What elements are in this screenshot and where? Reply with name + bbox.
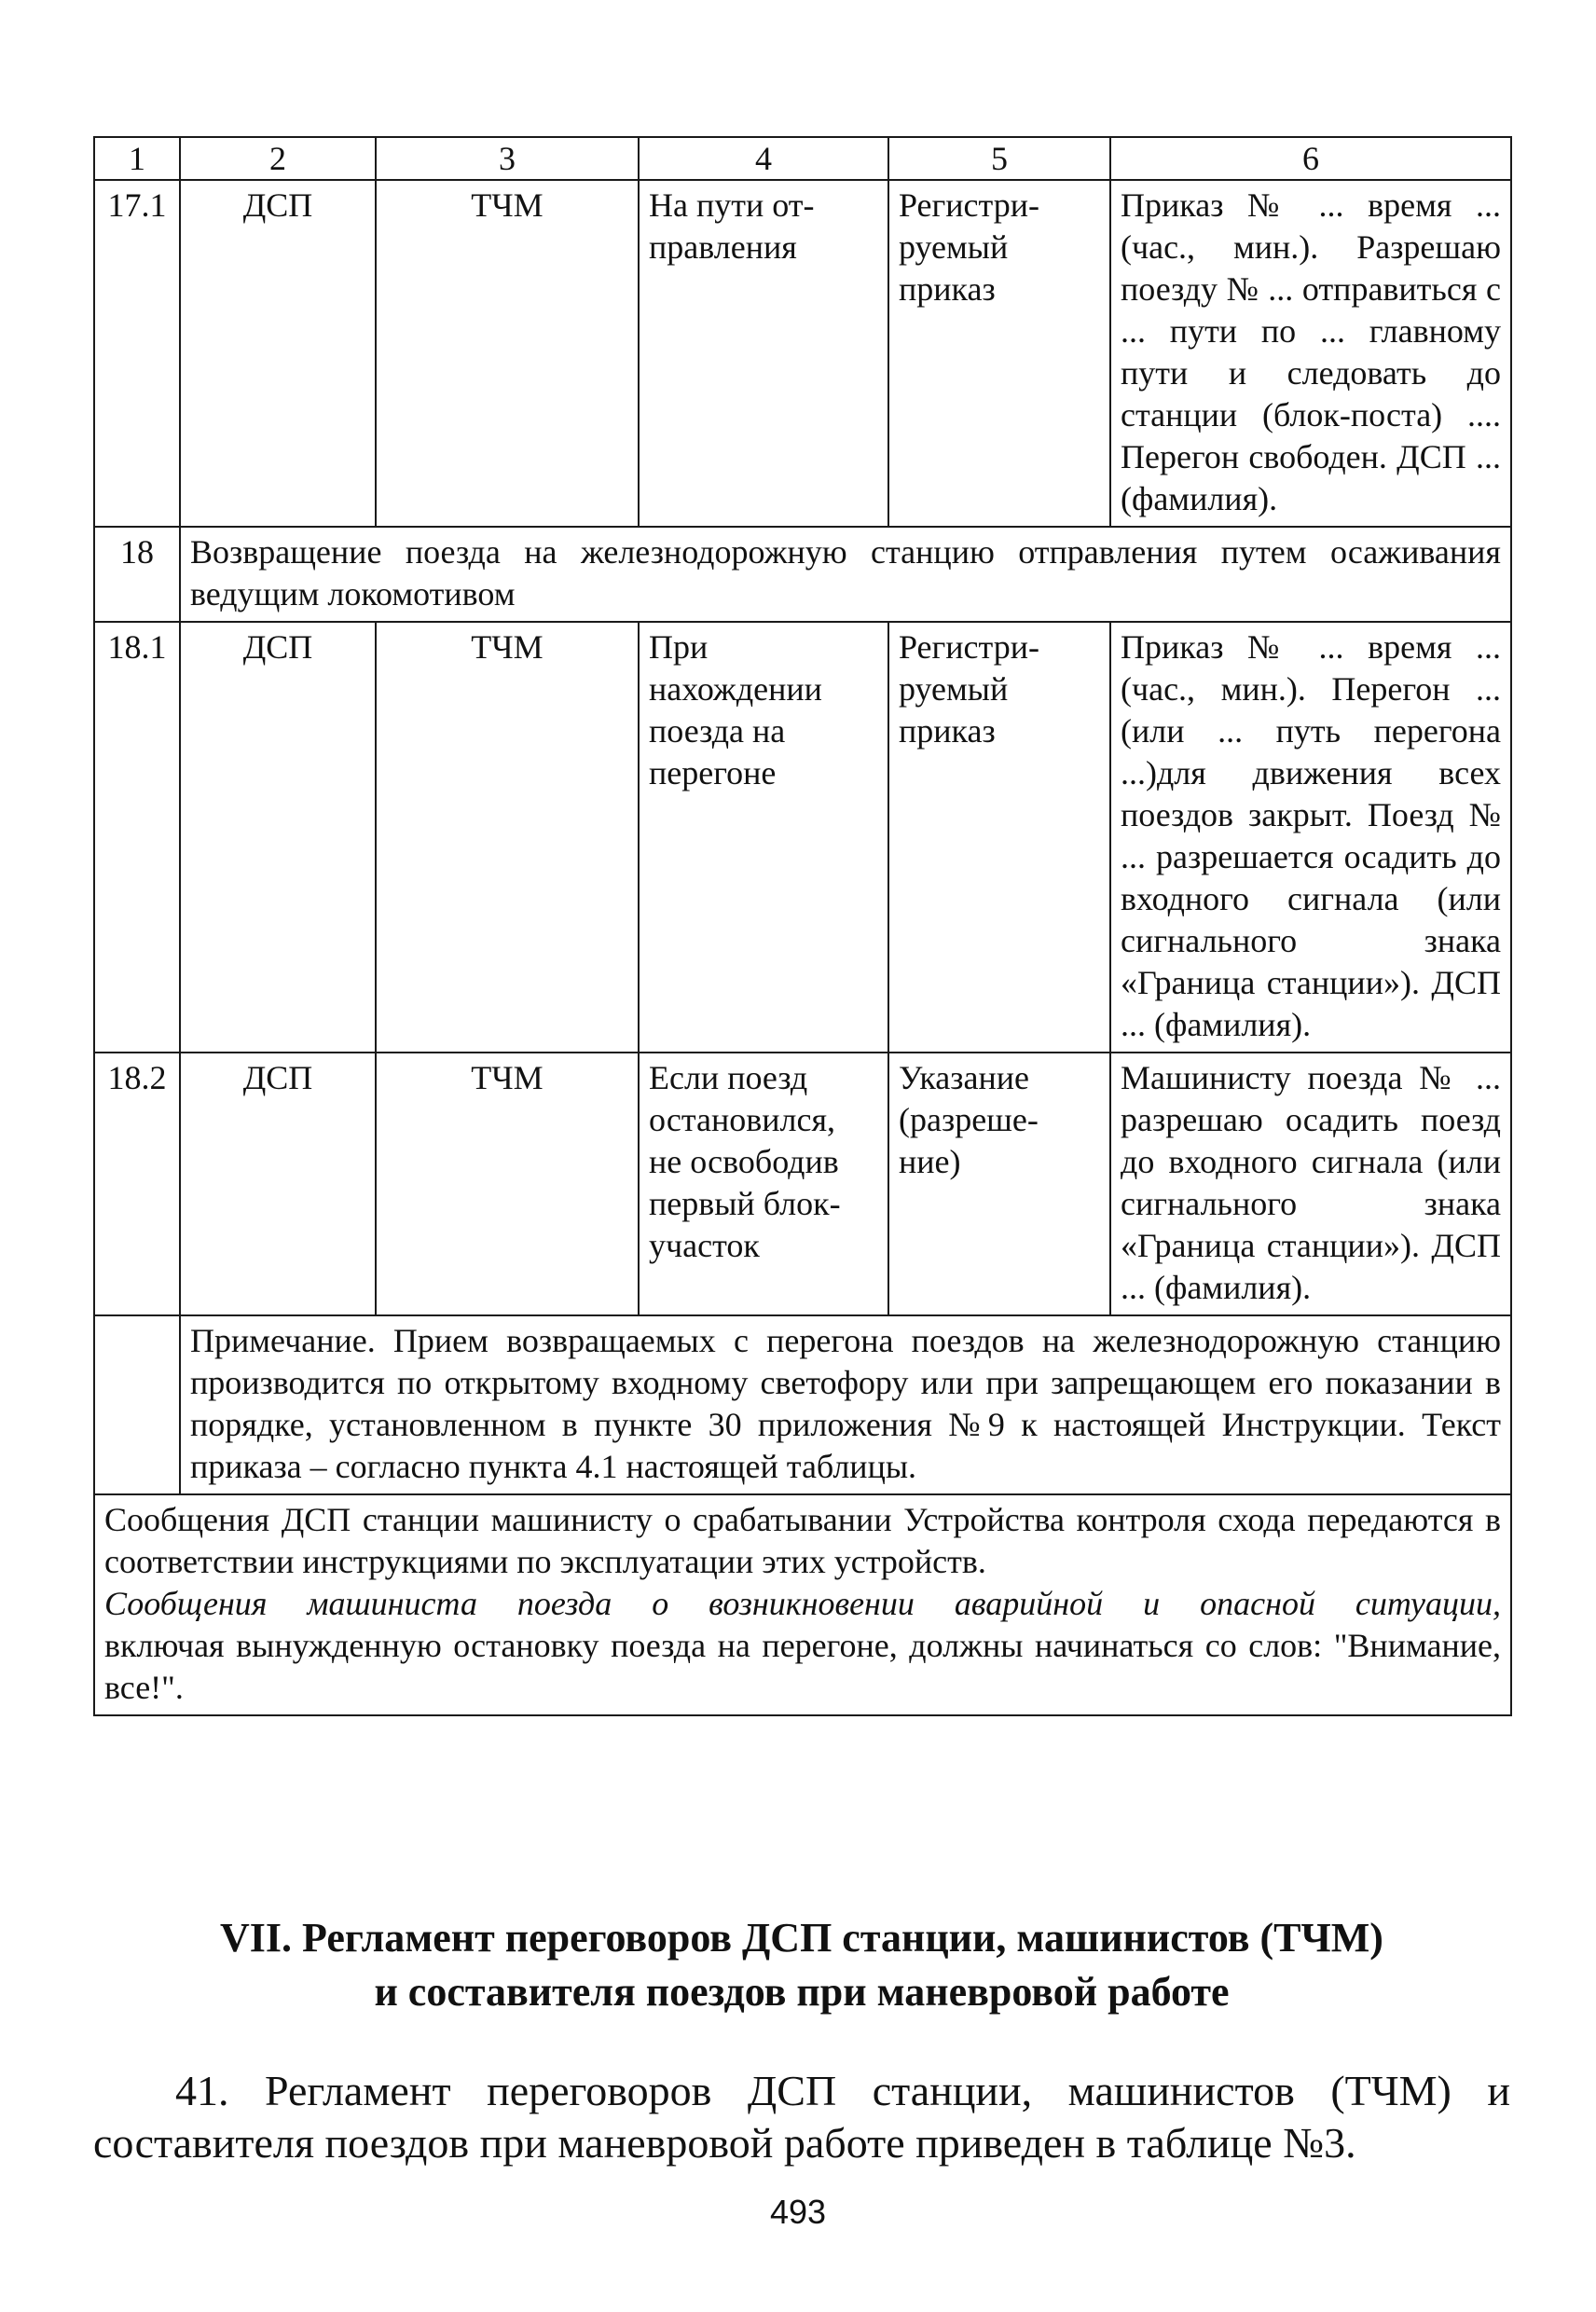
table-note-row — [94, 1315, 1511, 1494]
table-row — [94, 622, 1511, 1053]
sender-cell: ДСП — [180, 180, 376, 527]
table-header-row — [94, 137, 1511, 180]
recipient-cell: ТЧМ — [376, 180, 639, 527]
condition-cell: Если поезд остановился, не освободив первый блок- участок — [639, 1053, 888, 1315]
recipient-cell: ТЧМ — [376, 622, 639, 1053]
paragraph-line: составителя поездов при маневровой работе приведен в таблице №3. — [93, 2119, 1356, 2167]
note-cell: Примечание. Прием возвращаемых с перегона поездов на железнодорожную станцию производится по открытому входному светофору или при запрещающем его показании в порядке, установленном в пункте 30 приложения №9 к настоящей Инструкции. Текст приказа – согласно пункта 4.1 настоящей таблицы. — [180, 1315, 1511, 1494]
row-number: 18 — [94, 527, 180, 622]
section-title-cell: Возвращение поезда на железнодорожную станцию отправления путем осаживания ведущим локомотивом — [180, 527, 1511, 622]
sender-cell: ДСП — [180, 1053, 376, 1315]
row-number: 18.2 — [94, 1053, 180, 1315]
body-paragraph — [93, 2065, 1510, 2169]
section-heading-line: и составителя поездов при маневровой работе — [374, 1969, 1230, 2015]
column-header: 3 — [376, 137, 639, 180]
message-text-cell: Приказ № ... время ... (час., мин.). Разрешаю поезду № ... отправиться с ... пути по ... главному пути и следовать до станции (блок-поста) .... Перегон свободен. ДСП ... (фамилия). — [1110, 180, 1511, 527]
row-number: 18.1 — [94, 622, 180, 1053]
paragraph-line: 41. Регламент переговоров ДСП станции, машинистов (ТЧМ) и — [175, 2067, 1510, 2114]
footer-text-line: Сообщения ДСП станции машинисту о срабатывании Устройства контроля схода передаются в соответствии инструкциями по эксплуатации этих устройств. — [104, 1501, 1501, 1580]
table-row — [94, 180, 1511, 527]
empty-cell — [94, 1315, 180, 1494]
footer-text-line: Сообщения машиниста поезда о возникновении аварийной и опасной ситуации, — [104, 1585, 1501, 1622]
table-row — [94, 1053, 1511, 1315]
footer-cell — [94, 1494, 1511, 1715]
column-header: 5 — [888, 137, 1110, 180]
negotiation-table — [93, 136, 1512, 1716]
footer-text-line: включая вынужденную остановку поезда на перегоне, должны начинаться со слов: "Внимание, все!". — [104, 1627, 1501, 1706]
section-heading — [93, 1911, 1510, 2019]
page-number: 493 — [769, 2193, 827, 2231]
sender-cell: ДСП — [180, 622, 376, 1053]
table-footer-row — [94, 1494, 1511, 1715]
section-heading-line: VII. Регламент переговоров ДСП станции, машинистов (ТЧМ) — [220, 1915, 1383, 1961]
condition-cell: На пути от- правления — [639, 180, 888, 527]
column-header: 6 — [1110, 137, 1511, 180]
condition-cell: При нахождении поезда на перегоне — [639, 622, 888, 1053]
column-header: 1 — [94, 137, 180, 180]
message-type-cell: Регистри- руемый приказ — [888, 622, 1110, 1053]
message-text-cell: Машинисту поезда № ... разрешаю осадить поезд до входного сигнала (или сигнального знака «Граница станции»). ДСП ... (фамилия). — [1110, 1053, 1511, 1315]
message-text-cell: Приказ № ... время ... (час., мин.). Перегон ... (или ... путь перегона ...)для движения всех поездов закрыт. Поезд № ... разрешается осадить до входного сигнала (или сигнального знака «Граница станции»). ДСП ... (фамилия). — [1110, 622, 1511, 1053]
table-section-row — [94, 527, 1511, 622]
message-type-cell: Регистри- руемый приказ — [888, 180, 1110, 527]
column-header: 4 — [639, 137, 888, 180]
row-number: 17.1 — [94, 180, 180, 527]
message-type-cell: Указание (разреше- ние) — [888, 1053, 1110, 1315]
recipient-cell: ТЧМ — [376, 1053, 639, 1315]
column-header: 2 — [180, 137, 376, 180]
